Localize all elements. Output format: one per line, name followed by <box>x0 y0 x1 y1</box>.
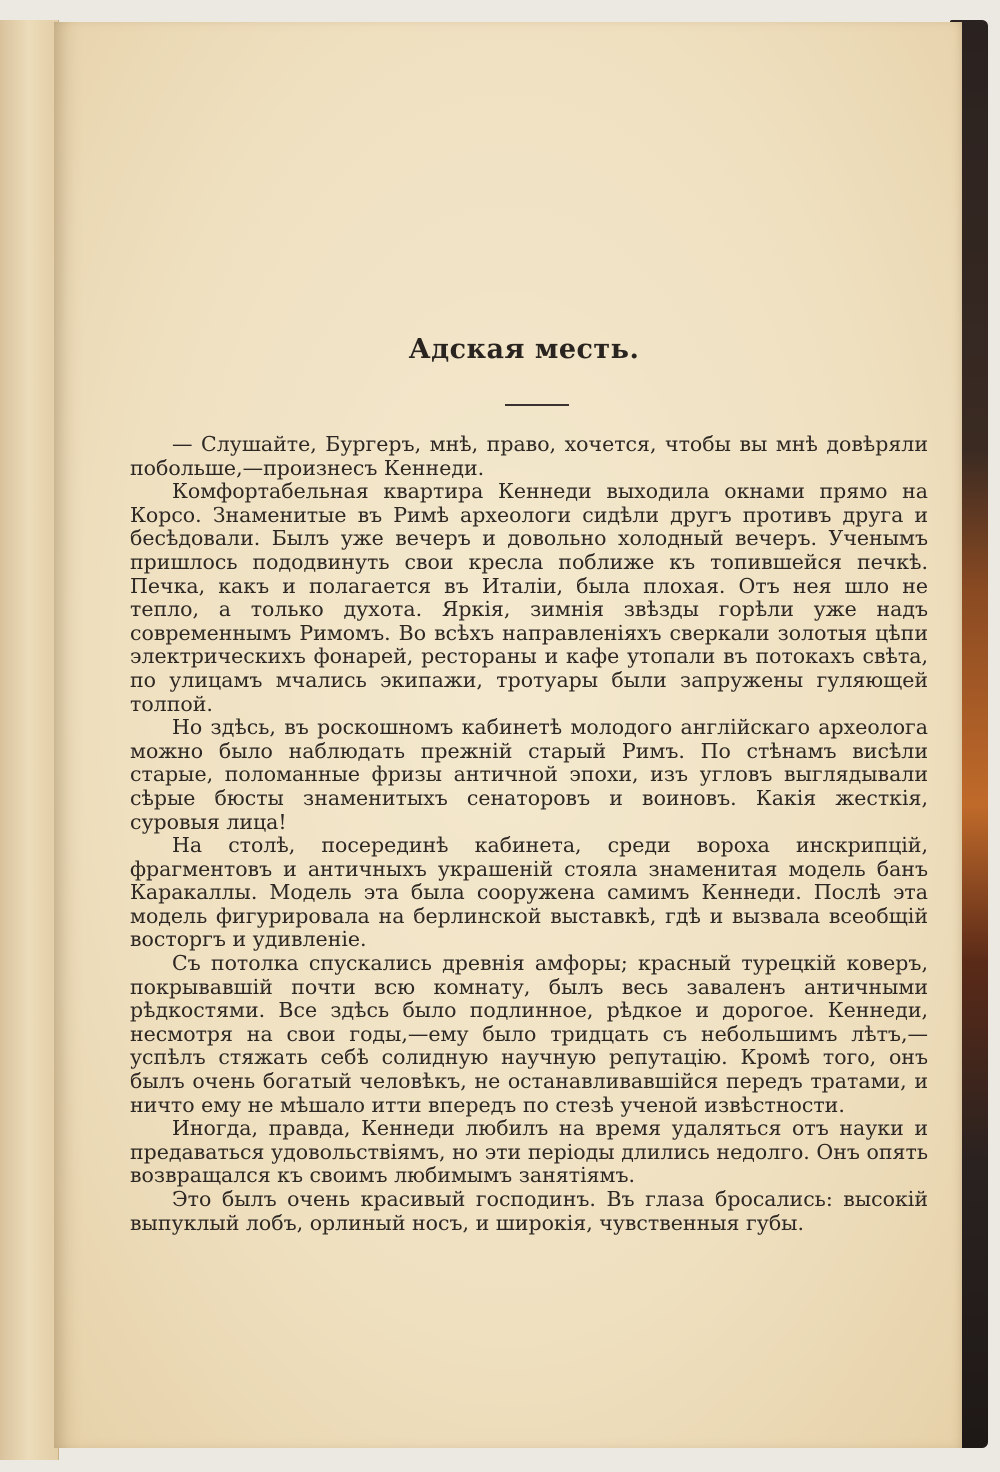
paragraph: На столѣ, посерединѣ кабинета, среди вороха инскрипцій, фрагментовъ и античныхъ украшеній стояла знаменитая модель банъ Каракаллы. Модель эта была сооружена самимъ Кеннеди. Послѣ эта модель фигурировала на берлинской выставкѣ, гдѣ и вызвала всеобщій восторгъ и удивленіе. <box>130 833 928 952</box>
paragraph: Комфортабельная квартира Кеннеди выходила окнами прямо на Корсо. Знаменитые въ Римѣ археологи сидѣли другъ противъ друга и бесѣдовали. Былъ уже вечеръ и довольно холодный вечеръ. Ученымъ пришлось пододвинуть свои кресла поближе къ топившейся печкѣ. Печка, какъ и полагается въ Италіи, была плохая. Отъ нея шло не тепло, а только духота. Яркія, зимнія звѣзды горѣли уже надъ современнымъ Римомъ. Во всѣхъ направленіяхъ сверкали золотыя цѣпи электрическихъ фонарей, рестораны и кафе утопали въ потокахъ свѣта, по улицамъ мчались экипажи, тротуары были запружены гуляющей толпой. <box>130 479 928 716</box>
chapter-title: Адская месть. <box>408 334 640 365</box>
facing-page-edge <box>0 20 59 1460</box>
body-text <box>130 433 928 1235</box>
paragraph: — Слушайте, Бургеръ, мнѣ, право, хочется, чтобы вы мнѣ довѣряли побольше,—произнесъ Кеннеди. <box>130 432 928 480</box>
paragraph: Но здѣсь, въ роскошномъ кабинетѣ молодого англійскаго археолога можно было наблюдать прежній старый Римъ. По стѣнамъ висѣли старые, поломанные фризы античной эпохи, изъ угловъ выглядывали сѣрые бюсты знаменитыхъ сенаторовъ и воиновъ. Какія жесткія, суровыя лица! <box>130 715 928 834</box>
book-page <box>54 22 962 1448</box>
paragraph: Съ потолка спускались древнія амфоры; красный турецкій коверъ, покрывавшій почти всю комнату, былъ весь заваленъ античными рѣдкостями. Все здѣсь было подлинное, рѣдкое и дорогое. Кеннеди, несмотря на свои годы,—ему было тридцать съ небольшимъ лѣтъ,—успѣлъ стяжать себѣ солидную научную репутацію. Кромѣ того, онъ былъ очень богатый человѣкъ, не останавливавшійся передъ тратами, и ничто ему не мѣшало итти впередъ по стезѣ ученой извѣстности. <box>130 951 928 1117</box>
title-divider <box>505 404 569 406</box>
paragraph: Это былъ очень красивый господинъ. Въ глаза бросались: высокій выпуклый лобъ, орлиный носъ, и широкія, чувственныя губы. <box>130 1187 928 1235</box>
paragraph: Иногда, правда, Кеннеди любилъ на время удаляться отъ науки и предаваться удовольствіямъ, но эти періоды длились недолго. Онъ опять возвращался къ своимъ любимымъ занятіямъ. <box>130 1116 928 1188</box>
